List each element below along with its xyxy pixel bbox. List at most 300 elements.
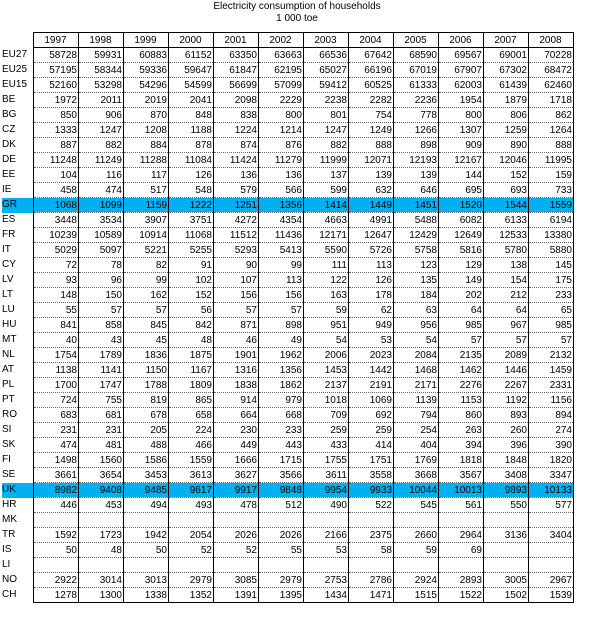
value-cell: 274 bbox=[529, 423, 574, 438]
value-cell: 139 bbox=[394, 168, 439, 183]
table-unit: 1 000 toe bbox=[276, 13, 318, 24]
table-row bbox=[34, 333, 574, 348]
value-cell: 5097 bbox=[79, 243, 124, 258]
value-cell: 62 bbox=[349, 303, 394, 318]
value-cell: 5255 bbox=[169, 243, 214, 258]
table-row bbox=[34, 348, 574, 363]
value-cell: 144 bbox=[439, 168, 484, 183]
value-cell: 1247 bbox=[79, 123, 124, 138]
value-cell: 1520 bbox=[439, 198, 484, 213]
value-cell: 1901 bbox=[214, 348, 259, 363]
value-cell: 1962 bbox=[259, 348, 304, 363]
value-cell: 67019 bbox=[394, 63, 439, 78]
table-row bbox=[34, 513, 574, 528]
table-row bbox=[34, 453, 574, 468]
value-cell: 2924 bbox=[394, 573, 439, 588]
value-cell: 156 bbox=[259, 288, 304, 303]
value-cell: 5780 bbox=[484, 243, 529, 258]
value-cell: 57 bbox=[484, 333, 529, 348]
value-cell: 561 bbox=[439, 498, 484, 513]
table-row bbox=[34, 408, 574, 423]
value-cell: 949 bbox=[349, 318, 394, 333]
value-cell: 113 bbox=[349, 258, 394, 273]
value-cell: 1836 bbox=[124, 348, 169, 363]
value-cell: 956 bbox=[394, 318, 439, 333]
table-row bbox=[34, 228, 574, 243]
value-cell: 53298 bbox=[79, 78, 124, 93]
table-row bbox=[34, 78, 574, 93]
value-cell: 64 bbox=[439, 303, 484, 318]
value-cell: 57 bbox=[124, 303, 169, 318]
value-cell: 78 bbox=[79, 258, 124, 273]
value-cell: 887 bbox=[34, 138, 79, 153]
value-cell: 65027 bbox=[304, 63, 349, 78]
value-cell: 2023 bbox=[349, 348, 394, 363]
country-label: LV bbox=[2, 274, 14, 285]
value-cell bbox=[259, 513, 304, 528]
value-cell: 2006 bbox=[304, 348, 349, 363]
value-cell bbox=[79, 558, 124, 573]
country-label: PT bbox=[2, 394, 15, 405]
value-cell: 52 bbox=[214, 543, 259, 558]
value-cell: 2135 bbox=[439, 348, 484, 363]
value-cell: 884 bbox=[124, 138, 169, 153]
value-cell: 60525 bbox=[349, 78, 394, 93]
table-row bbox=[34, 303, 574, 318]
table-row bbox=[34, 48, 574, 63]
value-cell: 1214 bbox=[259, 123, 304, 138]
country-label: HR bbox=[2, 499, 17, 510]
value-cell: 11249 bbox=[79, 153, 124, 168]
year-header: 2008 bbox=[529, 33, 574, 48]
value-cell: 12429 bbox=[394, 228, 439, 243]
value-cell: 1259 bbox=[484, 123, 529, 138]
value-cell: 116 bbox=[79, 168, 124, 183]
value-cell: 61439 bbox=[484, 78, 529, 93]
value-cell: 390 bbox=[529, 438, 574, 453]
table-title: Electricity consumption of households bbox=[213, 1, 381, 12]
value-cell: 599 bbox=[304, 183, 349, 198]
value-cell: 12647 bbox=[349, 228, 394, 243]
value-cell: 1449 bbox=[349, 198, 394, 213]
value-cell: 845 bbox=[124, 318, 169, 333]
value-cell: 1666 bbox=[214, 453, 259, 468]
value-cell: 1586 bbox=[124, 453, 169, 468]
value-cell: 909 bbox=[439, 138, 484, 153]
value-cell: 709 bbox=[304, 408, 349, 423]
value-cell: 841 bbox=[34, 318, 79, 333]
value-cell: 150 bbox=[79, 288, 124, 303]
value-cell: 3453 bbox=[124, 468, 169, 483]
value-cell: 1879 bbox=[484, 93, 529, 108]
value-cell: 1789 bbox=[79, 348, 124, 363]
value-cell: 1875 bbox=[169, 348, 214, 363]
value-cell: 59647 bbox=[169, 63, 214, 78]
value-cell: 113 bbox=[259, 273, 304, 288]
value-cell: 874 bbox=[214, 138, 259, 153]
value-cell bbox=[169, 513, 214, 528]
table-row bbox=[34, 183, 574, 198]
country-label: PL bbox=[2, 379, 15, 390]
value-cell: 4272 bbox=[214, 213, 259, 228]
value-cell: 54599 bbox=[169, 78, 214, 93]
value-cell: 800 bbox=[259, 108, 304, 123]
value-cell: 224 bbox=[169, 423, 214, 438]
value-cell: 481 bbox=[79, 438, 124, 453]
year-header: 1998 bbox=[79, 33, 124, 48]
value-cell: 3404 bbox=[529, 528, 574, 543]
value-cell: 69001 bbox=[484, 48, 529, 63]
value-cell: 2786 bbox=[349, 573, 394, 588]
value-cell: 2084 bbox=[394, 348, 439, 363]
value-cell: 1559 bbox=[169, 453, 214, 468]
value-cell: 898 bbox=[259, 318, 304, 333]
value-cell: 2089 bbox=[484, 348, 529, 363]
value-cell: 138 bbox=[484, 258, 529, 273]
value-cell: 1769 bbox=[394, 453, 439, 468]
value-cell: 2922 bbox=[34, 573, 79, 588]
value-cell: 152 bbox=[484, 168, 529, 183]
value-cell: 11424 bbox=[214, 153, 259, 168]
value-cell: 1278 bbox=[34, 588, 79, 603]
value-cell: 1139 bbox=[394, 393, 439, 408]
value-cell: 3661 bbox=[34, 468, 79, 483]
value-cell: 11995 bbox=[529, 153, 574, 168]
value-cell bbox=[394, 558, 439, 573]
value-cell: 55 bbox=[259, 543, 304, 558]
table-row bbox=[34, 438, 574, 453]
value-cell: 11279 bbox=[259, 153, 304, 168]
value-cell: 59336 bbox=[124, 63, 169, 78]
value-cell: 1156 bbox=[529, 393, 574, 408]
country-label: ES bbox=[2, 214, 16, 225]
value-cell: 394 bbox=[439, 438, 484, 453]
value-cell: 1459 bbox=[529, 363, 574, 378]
value-cell: 260 bbox=[484, 423, 529, 438]
value-cell: 894 bbox=[529, 408, 574, 423]
value-cell: 2964 bbox=[439, 528, 484, 543]
value-cell: 91 bbox=[169, 258, 214, 273]
value-cell: 3627 bbox=[214, 468, 259, 483]
value-cell: 1462 bbox=[439, 363, 484, 378]
value-cell: 2026 bbox=[214, 528, 259, 543]
value-cell: 3014 bbox=[79, 573, 124, 588]
value-cell: 414 bbox=[349, 438, 394, 453]
value-cell: 230 bbox=[214, 423, 259, 438]
value-cell: 63 bbox=[394, 303, 439, 318]
value-cell: 57 bbox=[439, 333, 484, 348]
value-cell: 2267 bbox=[484, 378, 529, 393]
value-cell: 10013 bbox=[439, 483, 484, 498]
value-cell: 1333 bbox=[34, 123, 79, 138]
country-label: HU bbox=[2, 319, 17, 330]
value-cell: 668 bbox=[259, 408, 304, 423]
table-row bbox=[34, 483, 574, 498]
value-cell: 156 bbox=[214, 288, 259, 303]
country-label: LT bbox=[2, 289, 13, 300]
value-cell: 1251 bbox=[214, 198, 259, 213]
year-header: 1999 bbox=[124, 33, 169, 48]
value-cell: 5413 bbox=[259, 243, 304, 258]
country-label: EU27 bbox=[2, 49, 28, 60]
country-label: DE bbox=[2, 154, 16, 165]
value-cell: 2753 bbox=[304, 573, 349, 588]
year-header: 2003 bbox=[304, 33, 349, 48]
value-cell: 57 bbox=[214, 303, 259, 318]
value-cell: 163 bbox=[304, 288, 349, 303]
value-cell: 493 bbox=[169, 498, 214, 513]
value-cell: 3668 bbox=[394, 468, 439, 483]
value-cell: 46 bbox=[214, 333, 259, 348]
value-cell: 443 bbox=[259, 438, 304, 453]
value-cell: 2375 bbox=[349, 528, 394, 543]
value-cell: 1809 bbox=[169, 378, 214, 393]
value-cell: 231 bbox=[34, 423, 79, 438]
value-cell: 123 bbox=[394, 258, 439, 273]
value-cell: 69567 bbox=[439, 48, 484, 63]
value-cell: 478 bbox=[214, 498, 259, 513]
value-cell: 49 bbox=[259, 333, 304, 348]
value-cell: 1434 bbox=[304, 588, 349, 603]
value-cell: 876 bbox=[259, 138, 304, 153]
value-cell: 871 bbox=[214, 318, 259, 333]
country-label: SI bbox=[2, 424, 12, 435]
value-cell: 2276 bbox=[439, 378, 484, 393]
value-cell bbox=[439, 513, 484, 528]
value-cell: 794 bbox=[394, 408, 439, 423]
table-row bbox=[34, 468, 574, 483]
value-cell: 870 bbox=[124, 108, 169, 123]
value-cell: 806 bbox=[484, 108, 529, 123]
value-cell: 1356 bbox=[259, 363, 304, 378]
value-cell: 1264 bbox=[529, 123, 574, 138]
value-cell: 5758 bbox=[394, 243, 439, 258]
value-cell: 882 bbox=[79, 138, 124, 153]
value-cell bbox=[304, 513, 349, 528]
value-cell: 61333 bbox=[394, 78, 439, 93]
table-row bbox=[34, 363, 574, 378]
value-cell: 724 bbox=[34, 393, 79, 408]
value-cell: 6082 bbox=[439, 213, 484, 228]
value-cell: 2191 bbox=[349, 378, 394, 393]
value-cell: 8982 bbox=[34, 483, 79, 498]
value-cell bbox=[169, 558, 214, 573]
value-cell: 10239 bbox=[34, 228, 79, 243]
year-header: 2004 bbox=[349, 33, 394, 48]
value-cell: 2026 bbox=[259, 528, 304, 543]
value-cell: 494 bbox=[124, 498, 169, 513]
value-cell: 985 bbox=[439, 318, 484, 333]
value-cell: 9848 bbox=[259, 483, 304, 498]
value-cell: 1862 bbox=[259, 378, 304, 393]
value-cell: 52 bbox=[169, 543, 214, 558]
country-label: MT bbox=[2, 334, 17, 345]
value-cell: 2166 bbox=[304, 528, 349, 543]
value-cell: 882 bbox=[304, 138, 349, 153]
value-cell: 1356 bbox=[259, 198, 304, 213]
value-cell: 1453 bbox=[304, 363, 349, 378]
value-cell: 1539 bbox=[529, 588, 574, 603]
value-cell: 2236 bbox=[394, 93, 439, 108]
value-cell: 1715 bbox=[259, 453, 304, 468]
value-cell: 4663 bbox=[304, 213, 349, 228]
value-cell: 2660 bbox=[394, 528, 439, 543]
table-row bbox=[34, 423, 574, 438]
value-cell: 2137 bbox=[304, 378, 349, 393]
value-cell: 1751 bbox=[349, 453, 394, 468]
value-cell: 1099 bbox=[79, 198, 124, 213]
value-cell: 1723 bbox=[79, 528, 124, 543]
value-cell: 3613 bbox=[169, 468, 214, 483]
value-cell: 175 bbox=[529, 273, 574, 288]
value-cell: 1249 bbox=[349, 123, 394, 138]
value-cell: 52160 bbox=[34, 78, 79, 93]
value-cell: 63663 bbox=[259, 48, 304, 63]
country-label: LU bbox=[2, 304, 15, 315]
value-cell: 2041 bbox=[169, 93, 214, 108]
value-cell: 259 bbox=[304, 423, 349, 438]
value-cell: 848 bbox=[169, 108, 214, 123]
value-cell: 1266 bbox=[394, 123, 439, 138]
value-cell: 2229 bbox=[259, 93, 304, 108]
value-cell: 6194 bbox=[529, 213, 574, 228]
value-cell: 5816 bbox=[439, 243, 484, 258]
value-cell: 545 bbox=[394, 498, 439, 513]
value-cell: 1972 bbox=[34, 93, 79, 108]
value-cell: 1700 bbox=[34, 378, 79, 393]
value-cell: 1446 bbox=[484, 363, 529, 378]
value-cell: 63350 bbox=[214, 48, 259, 63]
value-cell: 967 bbox=[484, 318, 529, 333]
value-cell: 1414 bbox=[304, 198, 349, 213]
value-cell: 152 bbox=[169, 288, 214, 303]
value-cell: 2893 bbox=[439, 573, 484, 588]
value-cell: 202 bbox=[439, 288, 484, 303]
value-cell: 69 bbox=[439, 543, 484, 558]
value-cell: 50 bbox=[34, 543, 79, 558]
table-row bbox=[34, 168, 574, 183]
value-cell: 126 bbox=[349, 273, 394, 288]
table-row bbox=[34, 213, 574, 228]
value-cell: 3005 bbox=[484, 573, 529, 588]
value-cell: 10914 bbox=[124, 228, 169, 243]
value-cell: 985 bbox=[529, 318, 574, 333]
country-label: DK bbox=[2, 139, 16, 150]
value-cell: 67642 bbox=[349, 48, 394, 63]
value-cell: 9893 bbox=[484, 483, 529, 498]
value-cell: 57 bbox=[79, 303, 124, 318]
value-cell: 57195 bbox=[34, 63, 79, 78]
value-cell bbox=[439, 558, 484, 573]
value-cell: 1471 bbox=[349, 588, 394, 603]
value-cell: 60883 bbox=[124, 48, 169, 63]
value-cell: 1451 bbox=[394, 198, 439, 213]
value-cell: 9954 bbox=[304, 483, 349, 498]
value-cell: 9917 bbox=[214, 483, 259, 498]
value-cell: 12171 bbox=[304, 228, 349, 243]
value-cell: 59412 bbox=[304, 78, 349, 93]
value-cell: 1247 bbox=[304, 123, 349, 138]
value-cell: 898 bbox=[394, 138, 439, 153]
value-cell: 632 bbox=[349, 183, 394, 198]
value-cell bbox=[34, 513, 79, 528]
value-cell: 490 bbox=[304, 498, 349, 513]
value-cell: 446 bbox=[34, 498, 79, 513]
value-cell: 819 bbox=[124, 393, 169, 408]
value-cell: 57 bbox=[529, 333, 574, 348]
value-cell bbox=[349, 513, 394, 528]
value-cell: 1747 bbox=[79, 378, 124, 393]
value-cell: 512 bbox=[259, 498, 304, 513]
year-header: 2007 bbox=[484, 33, 529, 48]
value-cell: 5029 bbox=[34, 243, 79, 258]
value-cell: 61847 bbox=[214, 63, 259, 78]
country-label: AT bbox=[2, 364, 15, 375]
value-cell: 205 bbox=[124, 423, 169, 438]
value-cell: 93 bbox=[34, 273, 79, 288]
table-row bbox=[34, 243, 574, 258]
value-cell: 888 bbox=[529, 138, 574, 153]
value-cell: 951 bbox=[304, 318, 349, 333]
value-cell: 449 bbox=[214, 438, 259, 453]
value-cell: 1468 bbox=[394, 363, 439, 378]
value-cell: 692 bbox=[349, 408, 394, 423]
value-cell: 2979 bbox=[259, 573, 304, 588]
value-cell: 1159 bbox=[124, 198, 169, 213]
value-cell: 678 bbox=[124, 408, 169, 423]
value-cell: 3566 bbox=[259, 468, 304, 483]
value-cell: 145 bbox=[529, 258, 574, 273]
value-cell: 1718 bbox=[529, 93, 574, 108]
value-cell: 55 bbox=[34, 303, 79, 318]
value-cell: 12167 bbox=[439, 153, 484, 168]
value-cell: 850 bbox=[34, 108, 79, 123]
table-row bbox=[34, 138, 574, 153]
value-cell: 1818 bbox=[439, 453, 484, 468]
value-cell: 1150 bbox=[124, 363, 169, 378]
value-cell: 2171 bbox=[394, 378, 439, 393]
value-cell: 254 bbox=[394, 423, 439, 438]
value-cell: 61152 bbox=[169, 48, 214, 63]
country-label: LI bbox=[2, 559, 11, 570]
value-cell bbox=[529, 543, 574, 558]
country-label: EU15 bbox=[2, 79, 28, 90]
table-row bbox=[34, 288, 574, 303]
value-cell: 5590 bbox=[304, 243, 349, 258]
value-cell: 466 bbox=[169, 438, 214, 453]
year-header: 2006 bbox=[439, 33, 484, 48]
value-cell: 474 bbox=[79, 183, 124, 198]
value-cell: 149 bbox=[439, 273, 484, 288]
value-cell: 453 bbox=[79, 498, 124, 513]
value-cell: 3013 bbox=[124, 573, 169, 588]
value-cell bbox=[484, 558, 529, 573]
country-label: FI bbox=[2, 454, 11, 465]
value-cell: 1755 bbox=[304, 453, 349, 468]
value-cell: 62003 bbox=[439, 78, 484, 93]
value-cell: 1788 bbox=[124, 378, 169, 393]
value-cell: 67302 bbox=[484, 63, 529, 78]
value-cell: 13380 bbox=[529, 228, 574, 243]
country-label: GR bbox=[2, 198, 33, 213]
value-cell: 59 bbox=[394, 543, 439, 558]
country-label: IE bbox=[2, 184, 12, 195]
value-cell: 1068 bbox=[34, 198, 79, 213]
value-cell bbox=[484, 543, 529, 558]
value-cell: 72 bbox=[34, 258, 79, 273]
value-cell: 1498 bbox=[34, 453, 79, 468]
value-cell: 62460 bbox=[529, 78, 574, 93]
